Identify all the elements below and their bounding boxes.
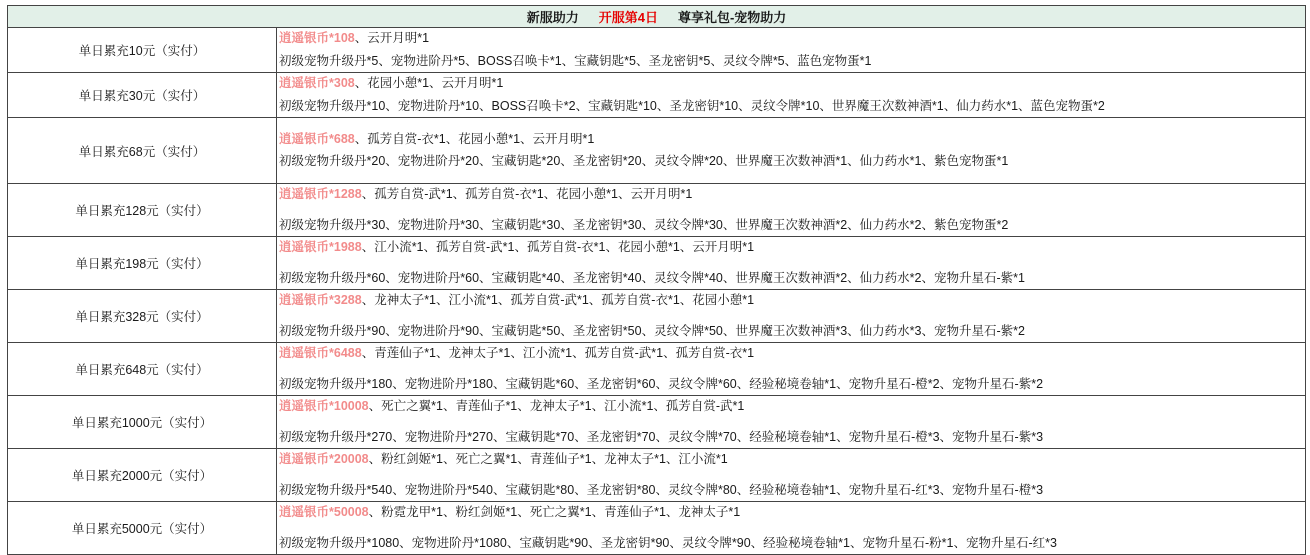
- table-row: [8, 343, 1306, 396]
- table-row: [8, 237, 1306, 290]
- reward-items: 、粉红剑姬*1、死亡之翼*1、青莲仙子*1、龙神太子*1、江小流*1: [368, 452, 728, 466]
- row-label: 单日累充30元（实付）: [8, 73, 277, 117]
- table-row: [8, 28, 1306, 73]
- reward-items: 、青莲仙子*1、龙神太子*1、江小流*1、孤芳自赏-武*1、孤芳自赏-衣*1: [361, 346, 755, 360]
- coin-reward: 逍遥银币*1288: [279, 187, 362, 201]
- reward-line-2: 初级宠物升级丹*90、宠物进阶丹*90、宝藏钥匙*50、圣龙密钥*50、灵纹令牌*50、世界魔王次数神酒*3、仙力药水*3、宠物升星石-紫*2: [279, 324, 1025, 338]
- header-middle: 开服第4日: [598, 10, 658, 25]
- table-row: [8, 118, 1306, 184]
- reward-line-1: [279, 291, 1305, 309]
- row-rewards: [277, 118, 1306, 183]
- table-row: [8, 449, 1306, 502]
- table-row: [8, 396, 1306, 449]
- coin-reward: 逍遥银币*20008: [279, 452, 369, 466]
- reward-items: 、死亡之翼*1、青莲仙子*1、龙神太子*1、江小流*1、孤芳自赏-武*1: [368, 399, 745, 413]
- reward-line-1: [279, 344, 1305, 362]
- reward-line-2: 初级宠物升级丹*30、宠物进阶丹*30、宝藏钥匙*30、圣龙密钥*30、灵纹令牌*30、世界魔王次数神酒*2、仙力药水*2、紫色宠物蛋*2: [279, 218, 1009, 232]
- coin-reward: 逍遥银币*3288: [279, 293, 362, 307]
- reward-items: 、粉霓龙甲*1、粉红剑姬*1、死亡之翼*1、青莲仙子*1、龙神太子*1: [368, 505, 741, 519]
- reward-line-1: [279, 185, 1305, 203]
- row-rewards: [277, 396, 1306, 448]
- reward-line-2: 初级宠物升级丹*180、宠物进阶丹*180、宝藏钥匙*60、圣龙密钥*60、灵纹令牌*60、经验秘境卷轴*1、宠物升星石-橙*2、宠物升星石-紫*2: [279, 377, 1044, 391]
- row-rewards: [277, 73, 1306, 117]
- reward-items: 、龙神太子*1、江小流*1、孤芳自赏-武*1、孤芳自赏-衣*1、花园小憩*1: [361, 293, 755, 307]
- reward-line-1: [279, 450, 1305, 468]
- table-row: [8, 73, 1306, 118]
- coin-reward: 逍遥银币*688: [279, 132, 355, 146]
- row-label: 单日累充2000元（实付）: [8, 449, 277, 501]
- header-left: 新服助力: [526, 10, 579, 25]
- row-label: 单日累充68元（实付）: [8, 118, 277, 183]
- reward-line-2: 初级宠物升级丹*5、宠物进阶丹*5、BOSS召唤卡*1、宝藏钥匙*5、圣龙密钥*5、灵纹令牌*5、蓝色宠物蛋*1: [279, 54, 872, 68]
- row-label: 单日累充5000元（实付）: [8, 502, 277, 554]
- row-label: 单日累充648元（实付）: [8, 343, 277, 395]
- row-rewards: [277, 28, 1306, 72]
- row-label: 单日累充198元（实付）: [8, 237, 277, 289]
- reward-items: 、江小流*1、孤芳自赏-武*1、孤芳自赏-衣*1、花园小憩*1、云开月明*1: [361, 240, 755, 254]
- coin-reward: 逍遥银币*10008: [279, 399, 369, 413]
- row-rewards: [277, 449, 1306, 501]
- table-row: [8, 184, 1306, 237]
- row-label: 单日累充328元（实付）: [8, 290, 277, 342]
- reward-line-1: [279, 29, 1305, 47]
- coin-reward: 逍遥银币*108: [279, 31, 355, 45]
- header-right: 尊享礼包-宠物助力: [677, 10, 787, 25]
- reward-items: 、孤芳自赏-衣*1、花园小憩*1、云开月明*1: [354, 132, 595, 146]
- reward-line-1: [279, 397, 1305, 415]
- coin-reward: 逍遥银币*308: [279, 76, 355, 90]
- reward-items: 、云开月明*1: [354, 31, 430, 45]
- row-label: 单日累充128元（实付）: [8, 184, 277, 236]
- reward-line-1: [279, 238, 1305, 256]
- reward-line-2: 初级宠物升级丹*270、宠物进阶丹*270、宝藏钥匙*70、圣龙密钥*70、灵纹令牌*70、经验秘境卷轴*1、宠物升星石-橙*3、宠物升星石-紫*3: [279, 430, 1044, 444]
- row-rewards: [277, 502, 1306, 554]
- reward-items: 、孤芳自赏-武*1、孤芳自赏-衣*1、花园小憩*1、云开月明*1: [361, 187, 693, 201]
- reward-line-2: 初级宠物升级丹*540、宠物进阶丹*540、宝藏钥匙*80、圣龙密钥*80、灵纹令牌*80、经验秘境卷轴*1、宠物升星石-红*3、宠物升星石-橙*3: [279, 483, 1044, 497]
- coin-reward: 逍遥银币*50008: [279, 505, 369, 519]
- row-rewards: [277, 343, 1306, 395]
- reward-line-1: [279, 74, 1305, 92]
- table-row: [8, 290, 1306, 343]
- reward-line-2: 初级宠物升级丹*10、宠物进阶丹*10、BOSS召唤卡*2、宝藏钥匙*10、圣龙密钥*10、灵纹令牌*10、世界魔王次数神酒*1、仙力药水*1、蓝色宠物蛋*2: [279, 99, 1105, 113]
- row-label: 单日累充1000元（实付）: [8, 396, 277, 448]
- row-label: 单日累充10元（实付）: [8, 28, 277, 72]
- table-header: [8, 6, 1306, 28]
- reward-line-2: 初级宠物升级丹*20、宠物进阶丹*20、宝藏钥匙*20、圣龙密钥*20、灵纹令牌*20、世界魔王次数神酒*1、仙力药水*1、紫色宠物蛋*1: [279, 154, 1009, 168]
- row-rewards: [277, 184, 1306, 236]
- row-rewards: [277, 237, 1306, 289]
- coin-reward: 逍遥银币*1988: [279, 240, 362, 254]
- reward-line-1: [279, 130, 1305, 148]
- reward-line-1: [279, 503, 1305, 521]
- reward-line-2: 初级宠物升级丹*60、宠物进阶丹*60、宝藏钥匙*40、圣龙密钥*40、灵纹令牌*40、世界魔王次数神酒*2、仙力药水*2、宠物升星石-紫*1: [279, 271, 1025, 285]
- reward-table: [7, 5, 1306, 555]
- reward-items: 、花园小憩*1、云开月明*1: [354, 76, 504, 90]
- coin-reward: 逍遥银币*6488: [279, 346, 362, 360]
- table-row: [8, 502, 1306, 555]
- row-rewards: [277, 290, 1306, 342]
- reward-line-2: 初级宠物升级丹*1080、宠物进阶丹*1080、宝藏钥匙*90、圣龙密钥*90、灵纹令牌*90、经验秘境卷轴*1、宠物升星石-粉*1、宠物升星石-红*3: [279, 536, 1057, 550]
